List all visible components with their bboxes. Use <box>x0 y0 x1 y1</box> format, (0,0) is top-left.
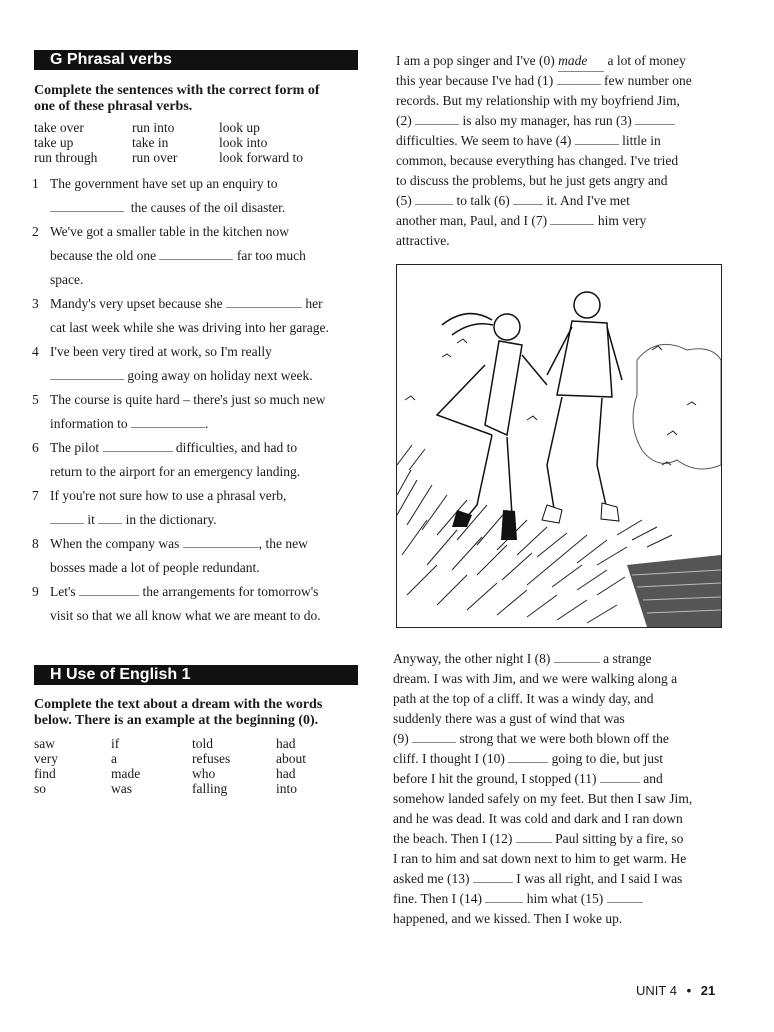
word: take in <box>132 135 169 150</box>
text-line: dream. I was with Jim, and we were walking along a <box>393 671 678 686</box>
text-line: somehow landed safely on my feet. But then I saw Jim, <box>393 791 693 806</box>
text-line: (2) <box>396 113 412 128</box>
item-number: 4 <box>32 344 39 359</box>
exercise-item-7 <box>32 484 372 532</box>
text-line: the beach. Then I (12) <box>393 831 513 846</box>
item-text: space. <box>50 272 84 287</box>
text-line: Anyway, the other night I (8) <box>393 651 551 666</box>
item-text: because the old one <box>50 248 157 263</box>
item-number: 8 <box>32 536 39 551</box>
text-line: a strange <box>603 651 652 666</box>
text-line: fine. Then I (14) <box>393 891 482 906</box>
text-line: this year because I've had (1) <box>396 73 554 88</box>
man-shoe <box>542 505 562 523</box>
exercise-item-5 <box>32 388 372 436</box>
section-h-wordbox <box>34 736 364 800</box>
item-text: We've got a smaller table in the kitchen now <box>50 224 290 239</box>
exercise-item-1 <box>32 172 372 220</box>
answer-blank <box>415 193 453 205</box>
item-number: 3 <box>32 296 39 311</box>
item-text: in the dictionary. <box>125 512 217 527</box>
text-line: going to die, but just <box>551 751 663 766</box>
item-text: visit so that we all know what we are meant to do. <box>50 608 321 623</box>
word: had <box>276 736 296 751</box>
text-line: attractive. <box>396 233 450 248</box>
section-g-heading: G Phrasal verbs <box>34 50 358 70</box>
text-line: asked me (13) <box>393 871 470 886</box>
answer-blank <box>575 133 619 145</box>
section-g-instruction <box>34 83 364 115</box>
exercise-item-8 <box>32 532 372 580</box>
word: run over <box>132 150 178 165</box>
answer-blank <box>50 512 84 524</box>
item-text: The pilot <box>50 440 100 455</box>
woman-boot <box>452 510 472 527</box>
text-line: little in <box>622 133 661 148</box>
item-text: Let's <box>50 584 76 599</box>
text-line: I was all right, and I said I was <box>516 871 683 886</box>
text-line: it. And I've met <box>546 193 630 208</box>
text-line: strong that we were both blown off the <box>459 731 669 746</box>
answer-blank <box>103 440 173 452</box>
answer-blank <box>159 248 233 260</box>
instruction-line: below. There is an example at the beginning (0). <box>34 713 319 728</box>
section-h-heading: H Use of English 1 <box>34 665 358 685</box>
text-line: him very <box>597 213 647 228</box>
word: look into <box>219 135 268 150</box>
exercise-item-6 <box>32 436 372 484</box>
answer-blank <box>635 113 675 125</box>
item-text: going away on holiday next week. <box>127 368 313 383</box>
answer-blank <box>557 73 601 85</box>
text-line: him what (15) <box>526 891 604 906</box>
text-line: a lot of money <box>607 53 686 68</box>
answer-blank <box>98 512 122 524</box>
word: was <box>111 781 132 796</box>
word: saw <box>34 736 55 751</box>
instruction-line: Complete the text about a dream with the words <box>34 697 323 712</box>
text-line: I am a pop singer and I've (0) <box>396 53 555 68</box>
item-text: difficulties, and had to <box>175 440 298 455</box>
instruction-line: one of these phrasal verbs. <box>34 99 193 114</box>
sea-shape <box>627 555 721 627</box>
word: take over <box>34 120 84 135</box>
answer-blank <box>183 536 259 548</box>
answer-blank <box>50 200 124 212</box>
word: told <box>192 736 214 751</box>
item-text: . <box>205 416 209 431</box>
word: take up <box>34 135 74 150</box>
word: into <box>276 781 298 796</box>
answer-blank <box>508 751 548 763</box>
dream-text-bottom <box>393 649 738 929</box>
answer-blank <box>415 113 459 125</box>
answer-blank <box>226 296 302 308</box>
answer-blank <box>516 831 552 843</box>
text-line: suddenly there was a gust of wind that was <box>393 711 625 726</box>
woman-boot <box>501 510 517 540</box>
text-line: to discuss the problems, but he just gets angry and <box>396 173 668 188</box>
item-text: If you're not sure how to use a phrasal verb, <box>50 488 287 503</box>
word: falling <box>192 781 228 796</box>
item-text: bosses made a lot of people redundant. <box>50 560 260 575</box>
text-line: Paul sitting by a fire, so <box>555 831 684 846</box>
exercise-item-3 <box>32 292 372 340</box>
text-line: path at the top of a cliff. It was a windy day, and <box>393 691 654 706</box>
man-shoe <box>601 503 619 521</box>
answer-blank <box>554 651 600 663</box>
item-number: 1 <box>32 176 39 191</box>
text-line: (9) <box>393 731 409 746</box>
word: so <box>34 781 47 796</box>
exercise-item-2 <box>32 220 372 292</box>
item-text: information to <box>50 416 128 431</box>
page-footer <box>636 983 715 998</box>
word: refuses <box>192 751 231 766</box>
answer-blank <box>485 891 523 903</box>
word: a <box>111 751 117 766</box>
text-line: and <box>643 771 663 786</box>
word: about <box>276 751 306 766</box>
bullet-icon: • <box>686 983 692 998</box>
item-text: The government have set up an enquiry to <box>50 176 278 191</box>
text-line: cliff. I thought I (10) <box>393 751 505 766</box>
word: made <box>111 766 141 781</box>
item-number: 7 <box>32 488 39 503</box>
item-number: 5 <box>32 392 39 407</box>
item-text: the causes of the oil disaster. <box>130 200 286 215</box>
text-line: happened, and we kissed. Then I woke up. <box>393 911 623 926</box>
grass-strokes <box>397 445 672 623</box>
answer-blank <box>600 771 640 783</box>
item-text: far too much <box>236 248 306 263</box>
item-text: When the company was <box>50 536 180 551</box>
section-h-instruction <box>34 697 364 729</box>
man-figure <box>547 292 622 515</box>
item-text: cat last week while she was driving into her garage. <box>50 320 329 335</box>
text-line: before I hit the ground, I stopped (11) <box>393 771 597 786</box>
item-text: her <box>305 296 323 311</box>
item-text: the arrangements for tomorrow's <box>142 584 319 599</box>
item-text: it <box>87 512 95 527</box>
text-line: another man, Paul, and I (7) <box>396 213 548 228</box>
text-line: and he was dead. It was cold and dark and I ran down <box>393 811 683 826</box>
item-text: The course is quite hard – there's just so much new <box>50 392 326 407</box>
answer-blank <box>513 193 543 205</box>
unit-label: UNIT 4 <box>636 983 677 998</box>
answer-blank <box>50 368 124 380</box>
text-line: I ran to him and sat down next to him to get warm. He <box>393 851 687 866</box>
cliff-couple-illustration <box>397 265 721 627</box>
section-g-wordbox <box>34 120 364 168</box>
item-number: 6 <box>32 440 39 455</box>
storm-cloud <box>633 344 721 469</box>
answer-blank <box>550 213 594 225</box>
exercise-item-9 <box>32 580 372 628</box>
answer-blank <box>131 416 205 428</box>
exercise-item-4 <box>32 340 372 388</box>
answer-blank <box>79 584 139 596</box>
woman-figure <box>437 314 547 535</box>
item-text: , the new <box>258 536 308 551</box>
word: look forward to <box>219 150 303 165</box>
page-number: 21 <box>700 983 716 998</box>
word: run through <box>34 150 98 165</box>
answer-blank <box>412 731 456 743</box>
text-line: difficulties. We seem to have (4) <box>396 133 572 148</box>
item-number: 2 <box>32 224 39 239</box>
item-text: I've been very tired at work, so I'm really <box>50 344 272 359</box>
text-line: records. But my relationship with my boyfriend Jim, <box>396 93 680 108</box>
answer-blank <box>607 891 643 903</box>
dream-text-top <box>396 51 736 251</box>
text-line: few number one <box>603 73 692 88</box>
text-line: is also my manager, has run (3) <box>462 113 632 128</box>
word: look up <box>219 120 260 135</box>
item-text: Mandy's very upset because she <box>50 296 223 311</box>
word: who <box>192 766 216 781</box>
answer-blank <box>473 871 513 883</box>
word: if <box>111 736 120 751</box>
illustration-cliff-couple <box>396 264 722 628</box>
instruction-line: Complete the sentences with the correct form of <box>34 83 320 98</box>
text-line: common, because everything has changed. I've tried <box>396 153 679 168</box>
word: run into <box>132 120 175 135</box>
text-line: to talk (6) <box>456 193 510 208</box>
word: find <box>34 766 56 781</box>
item-number: 9 <box>32 584 39 599</box>
text-line: (5) <box>396 193 412 208</box>
word: very <box>34 751 58 766</box>
item-text: return to the airport for an emergency landing. <box>50 464 301 479</box>
example-answer: made <box>558 51 604 72</box>
word: had <box>276 766 296 781</box>
